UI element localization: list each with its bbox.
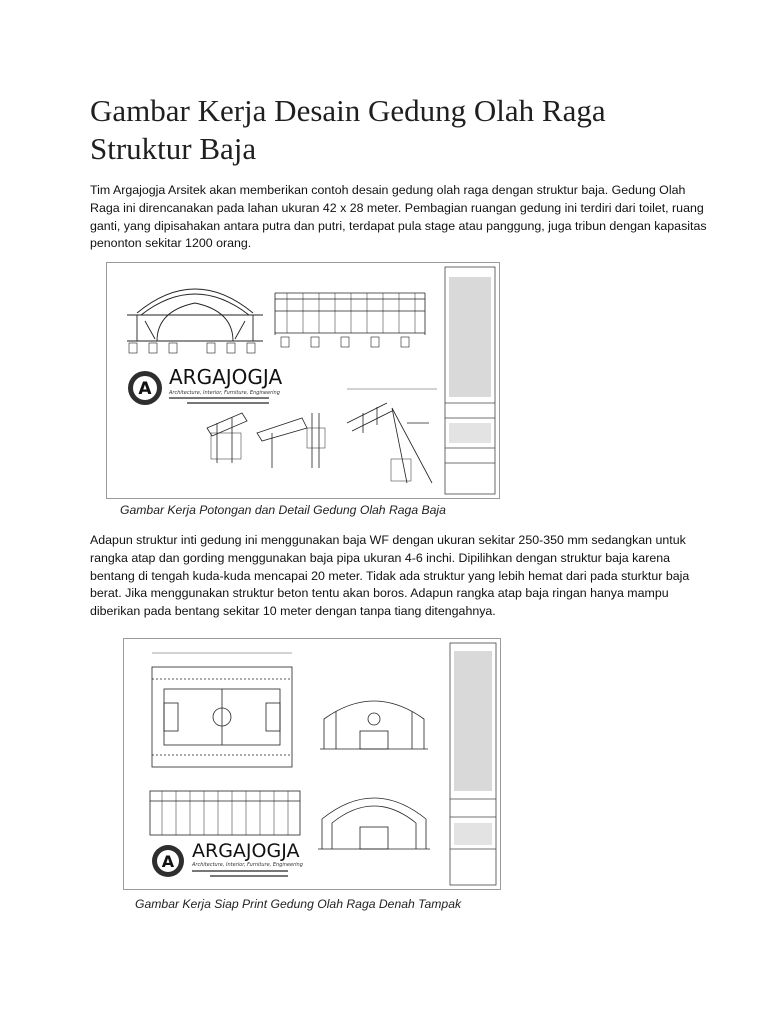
title-block xyxy=(450,643,496,885)
drawing-figure-section-detail xyxy=(106,262,500,499)
figure-caption-2: Gambar Kerja Siap Print Gedung Olah Raga Denah Tampak xyxy=(135,897,462,911)
section-detail-drawing xyxy=(107,263,499,498)
intro-paragraph: Tim Argajogja Arsitek akan memberikan contoh desain gedung olah raga dengan struktur baja. Gedung Olah Raga ini direncanakan pada lahan ukuran 42 x 28 meter. Pembagian ruangan gedung ini terdiri dari toilet, ruang ganti, yang dipisahakan antara putra dan putri, terdapat pula stage atau panggung, juga tribun dengan kapasitas penonton sekitar 1200 orang. xyxy=(90,183,707,251)
argajogja-logo xyxy=(128,365,282,405)
floor-plan xyxy=(152,653,292,767)
front-elevation xyxy=(320,701,428,749)
drawing-figure-plan-elevation xyxy=(123,638,501,890)
section-elevation xyxy=(318,798,430,849)
svg-text:A: A xyxy=(161,852,175,871)
title-block xyxy=(445,267,495,494)
section-arch xyxy=(127,289,263,353)
side-elevation xyxy=(150,791,300,835)
plan-elevation-drawing xyxy=(124,639,500,889)
page-title: Gambar Kerja Desain Gedung Olah Raga Struktur Baja xyxy=(90,93,606,166)
svg-text:ARGAJOGJA: ARGAJOGJA xyxy=(192,840,300,862)
figure-caption-1: Gambar Kerja Potongan dan Detail Gedung Olah Raga Baja xyxy=(120,503,446,517)
svg-text:Architecture, Interior, Furnit: Architecture, Interior, Furniture, Engineering xyxy=(169,390,280,396)
svg-text:ARGAJOGJA: ARGAJOGJA xyxy=(169,365,283,389)
structure-paragraph: Adapun struktur inti gedung ini menggunakan baja WF dengan ukuran sekitar 250-350 mm sedangkan untuk rangka atap dan gording menggunakan baja pipa ukuran 4-6 inchi. Dipilihkan dengan struktur baja karena bentang di tengah kuda-kuda mencapai 20 meter. Tidak ada struktur yang lebih hemat dari pada sturktur baja berat. Jika menggunakan struktur beton tentu akan boros. Adapun rangka atap baja ringan hanya mampu diberikan pada bentang sekitar 10 meter dengan tanpa tiang ditengahnya. xyxy=(90,533,690,619)
svg-text:A: A xyxy=(138,379,152,399)
svg-text:Architecture, Interior, Furnit: Architecture, Interior, Furniture, Engineering xyxy=(192,862,303,868)
section-long xyxy=(275,293,425,347)
argajogja-logo xyxy=(152,840,303,877)
